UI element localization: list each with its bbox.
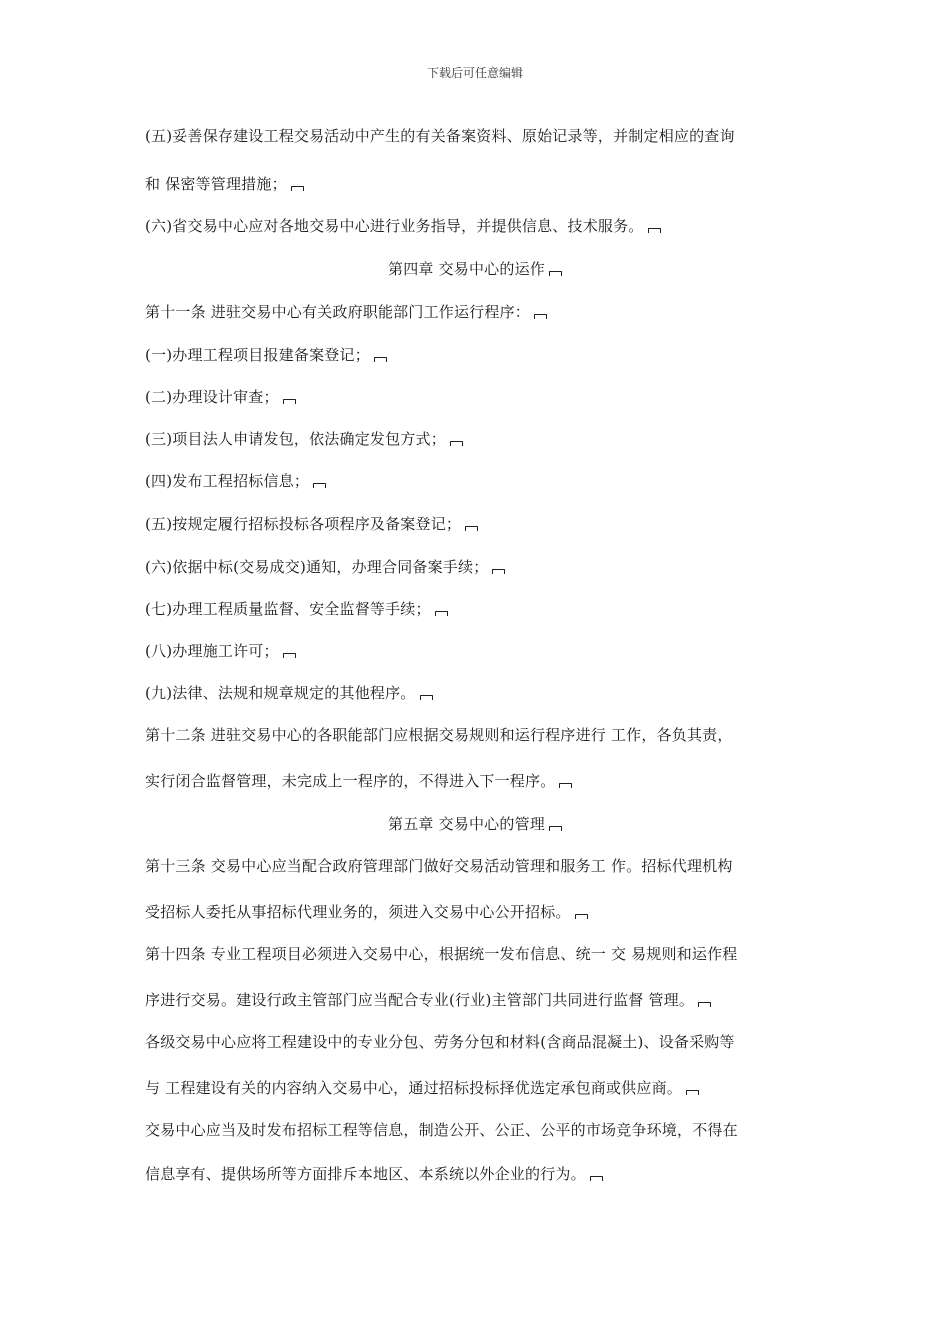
line-text: (六)省交易中心应对各地交易中心进行业务指导，并提供信息、技术服务。 [145, 217, 644, 235]
paragraph-mark-icon [420, 695, 433, 700]
line-text: 交易中心应当及时发布招标工程等信息，制造公开、公正、公平的市场竞争环境，不得在 [145, 1121, 738, 1139]
paragraph-mark-icon [291, 186, 304, 191]
paragraph-mark-icon [435, 611, 448, 616]
text-line [145, 944, 738, 964]
line-text: (五)妥善保存建设工程交易活动中产生的有关备案资料、原始记录等，并制定相应的查询 [145, 127, 735, 145]
line-text: 受招标人委托从事招标代理业务的，须进入交易中心公开招标。 [145, 903, 571, 921]
text-line [145, 641, 296, 661]
text-line [145, 1032, 735, 1052]
text-line [145, 1078, 699, 1098]
line-text: 第十三条 交易中心应当配合政府管理部门做好交易活动管理和服务工 作。招标代理机构 [145, 857, 733, 875]
text-line [145, 429, 463, 449]
line-text: 第五章 交易中心的管理 [388, 815, 545, 833]
line-text: 序进行交易。建设行政主管部门应当配合专业(行业)主管部门共同进行监督 管理。 [145, 991, 695, 1009]
text-line [145, 345, 387, 365]
line-text: (六)依据中标(交易成交)通知，办理合同备案手续； [145, 558, 489, 576]
text-line [145, 514, 478, 534]
paragraph-mark-icon [492, 569, 505, 574]
text-line [145, 1164, 603, 1184]
text-line [145, 126, 735, 146]
text-line [145, 599, 448, 619]
line-text: 第十一条 进驻交易中心有关政府职能部门工作运行程序： [145, 303, 530, 321]
paragraph-mark-icon [450, 441, 463, 446]
line-text: (二)办理设计审查； [145, 388, 279, 406]
page-header: 下载后可任意编辑 [426, 66, 523, 80]
line-text: (八)办理施工许可； [145, 642, 279, 660]
text-line [145, 990, 711, 1010]
line-text: (五)按规定履行招标投标各项程序及备案登记； [145, 515, 462, 533]
text-line [145, 902, 588, 922]
paragraph-mark-icon [549, 826, 562, 831]
line-text: (三)项目法人申请发包，依法确定发包方式； [145, 430, 446, 448]
line-text: 第四章 交易中心的运作 [388, 260, 545, 278]
line-text: 与 工程建设有关的内容纳入交易中心，通过招标投标择优选定承包商或供应商。 [145, 1079, 682, 1097]
chapter-heading [0, 259, 950, 279]
text-line [145, 302, 547, 322]
paragraph-mark-icon [698, 1002, 711, 1007]
line-text: (一)办理工程项目报建备案登记； [145, 346, 370, 364]
paragraph-mark-icon [283, 653, 296, 658]
paragraph-mark-icon [465, 526, 478, 531]
text-line [145, 683, 433, 703]
paragraph-mark-icon [374, 357, 387, 362]
text-line [145, 1120, 738, 1140]
line-text: (四)发布工程招标信息； [145, 472, 310, 490]
text-line [145, 387, 296, 407]
text-line [145, 216, 661, 236]
line-text: 和 保密等管理措施； [145, 175, 287, 193]
paragraph-mark-icon [686, 1090, 699, 1095]
text-line [145, 557, 505, 577]
paragraph-mark-icon [549, 271, 562, 276]
line-text: 各级交易中心应将工程建设中的专业分包、劳务分包和材料(含商品混凝土)、设备采购等 [145, 1033, 735, 1051]
line-text: 第十四条 专业工程项目必须进入交易中心，根据统一发布信息、统一 交 易规则和运作程 [145, 945, 738, 963]
text-line [145, 471, 326, 491]
text-line [145, 725, 733, 745]
paragraph-mark-icon [313, 483, 326, 488]
line-text: (九)法律、法规和规章规定的其他程序。 [145, 684, 416, 702]
line-text: 第十二条 进驻交易中心的各职能部门应根据交易规则和运行程序进行 工作，各负其责， [145, 726, 733, 744]
text-line [145, 856, 733, 876]
text-line [145, 771, 572, 791]
line-text: 信息享有、提供场所等方面排斥本地区、本系统以外企业的行为。 [145, 1165, 586, 1183]
paragraph-mark-icon [534, 314, 547, 319]
paragraph-mark-icon [559, 783, 572, 788]
paragraph-mark-icon [575, 914, 588, 919]
text-line [145, 174, 304, 194]
line-text: (七)办理工程质量监督、安全监督等手续； [145, 600, 431, 618]
line-text: 实行闭合监督管理，未完成上一程序的，不得进入下一程序。 [145, 772, 556, 790]
paragraph-mark-icon [648, 228, 661, 233]
chapter-heading [0, 814, 950, 834]
paragraph-mark-icon [283, 399, 296, 404]
paragraph-mark-icon [590, 1176, 603, 1181]
